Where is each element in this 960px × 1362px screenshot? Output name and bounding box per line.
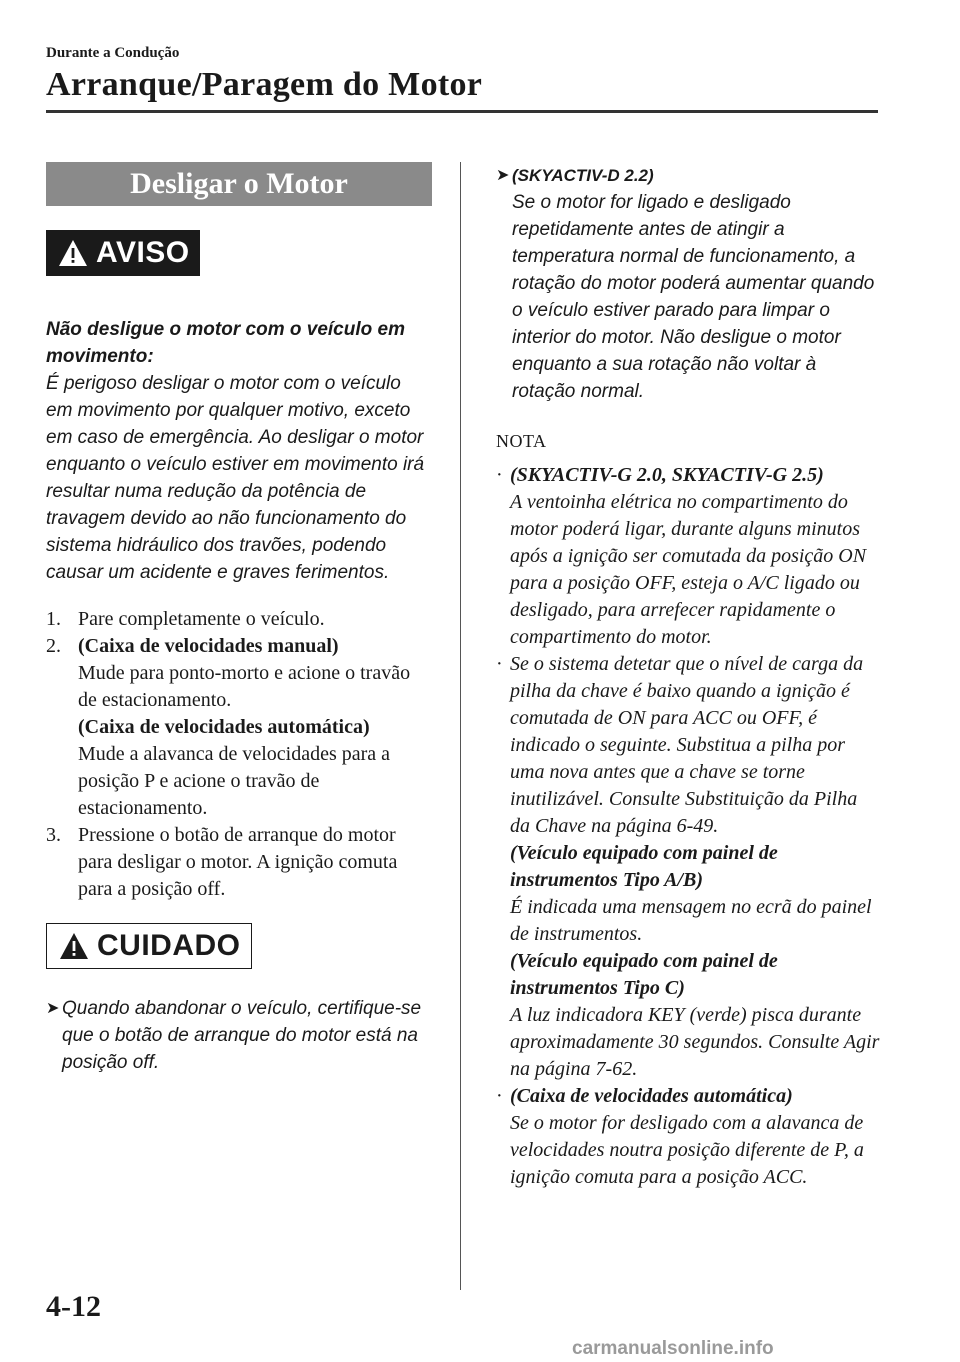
note-label: NOTA xyxy=(496,431,547,451)
section-label: Durante a Condução xyxy=(46,45,180,61)
step-manual-text: Mude para ponto-morto e acione o travão de estacionamento. xyxy=(78,662,411,711)
step-manual-heading: (Caixa de velocidades manual) xyxy=(78,635,339,657)
step-auto-heading: (Caixa de velocidades automática) xyxy=(78,716,370,738)
warning-body: É perigoso desligar o motor com o veículo em movimento por qualquer motivo, exceto em caso de emergência. Ao desligar o motor enquanto o veículo estiver em movimento irá resultar numa redução da potência de travagem devido ao não funcionamento do sistema hidráulico dos travões, podendo causar um acidente e graves ferimentos. xyxy=(46,373,425,583)
warning-triangle-icon xyxy=(58,239,88,267)
note-item xyxy=(496,462,880,651)
bullet-dot-icon: · xyxy=(496,653,503,675)
arrow-bullet-icon: ➤ xyxy=(496,167,510,184)
step-item xyxy=(46,633,432,822)
caution-item-text: Se o motor for ligado e desligado repetidamente antes de atingir a temperatura normal de funcionamento, a rotação do motor poderá aumentar quando o veículo estiver parado para limpar o interior do motor. Não desligue o motor enquanto a sua rotação não voltar à rotação normal. xyxy=(512,192,875,402)
watermark: carmanualsonline.info xyxy=(572,1338,774,1359)
chapter-title: Arranque/Paragem do Motor xyxy=(46,66,483,103)
note-subheading-ab: (Veículo equipado com painel de instrumentos Tipo A/B) xyxy=(510,842,778,891)
note-item xyxy=(496,651,880,1083)
caution-item-text: Quando abandonar o veículo, certifique-se que o botão de arranque do motor está na posição off. xyxy=(62,998,422,1073)
caution-label: CUIDADO xyxy=(97,929,241,962)
note-subtext-c: A luz indicadora KEY (verde) pisca durante aproximadamente 30 segundos. Consulte Agir na página 7-62. xyxy=(510,1004,880,1080)
section-title: Desligar o Motor xyxy=(46,162,432,206)
notes-list xyxy=(496,462,880,1191)
note-subtext-ab: É indicada uma mensagem no ecrã do painel de instrumentos. xyxy=(510,896,872,945)
caution-item xyxy=(46,995,432,1076)
page-header xyxy=(46,44,878,106)
bullet-dot-icon: · xyxy=(496,1085,503,1107)
page-number: 4-12 xyxy=(46,1290,101,1323)
caution-triangle-icon xyxy=(59,932,89,960)
step-text: Pressione o botão de arranque do motor para desligar o motor. A ignição comuta para a posição off. xyxy=(78,824,398,900)
step-text: Pare completamente o veículo. xyxy=(78,608,325,630)
step-number: 1. xyxy=(46,608,61,630)
step-auto-text: Mude a alavanca de velocidades para a posição P e acione o travão de estacionamento. xyxy=(78,743,391,819)
step-item xyxy=(46,606,432,633)
note-text: Se o motor for desligado com a alavanca de velocidades noutra posição diferente de P, a ignição comuta para a posição ACC. xyxy=(510,1112,864,1188)
step-item xyxy=(46,822,432,903)
left-column xyxy=(46,162,432,1076)
warning-label: AVISO xyxy=(96,236,190,269)
bullet-dot-icon: · xyxy=(496,464,503,486)
caution-item xyxy=(496,162,880,405)
column-divider xyxy=(460,162,461,1290)
caution-badge xyxy=(46,923,252,969)
caution-item-heading: (SKYACTIV-D 2.2) xyxy=(512,166,654,185)
right-column xyxy=(496,162,880,1191)
step-number: 3. xyxy=(46,824,61,846)
warning-heading: Não desligue o motor com o veículo em movimento: xyxy=(46,319,405,367)
warning-badge xyxy=(46,230,200,276)
note-heading: (SKYACTIV-G 2.0, SKYACTIV-G 2.5) xyxy=(510,464,824,486)
note-heading: (Caixa de velocidades automática) xyxy=(510,1085,793,1107)
note-text: Se o sistema detetar que o nível de carga da pilha da chave é baixo quando a ignição é comutada de ON para ACC ou OFF, é indicado o seguinte. Substitua a pilha por uma nova antes que a chave se torne inutilizável. Consulte Substituição da Pilha da Chave na página 6-49. xyxy=(510,653,864,837)
steps-list xyxy=(46,606,432,903)
note-subheading-c: (Veículo equipado com painel de instrumentos Tipo C) xyxy=(510,950,778,999)
arrow-bullet-icon: ➤ xyxy=(46,1000,60,1017)
step-number: 2. xyxy=(46,635,61,657)
note-text: A ventoinha elétrica no compartimento do motor poderá ligar, durante alguns minutos após a ignição ser comutada da posição ON para a posição OFF, esteja o A/C ligado ou desligado, para arrefecer rapidamente o compartimento do motor. xyxy=(510,491,867,648)
header-rule xyxy=(46,110,878,113)
note-item xyxy=(496,1083,880,1191)
